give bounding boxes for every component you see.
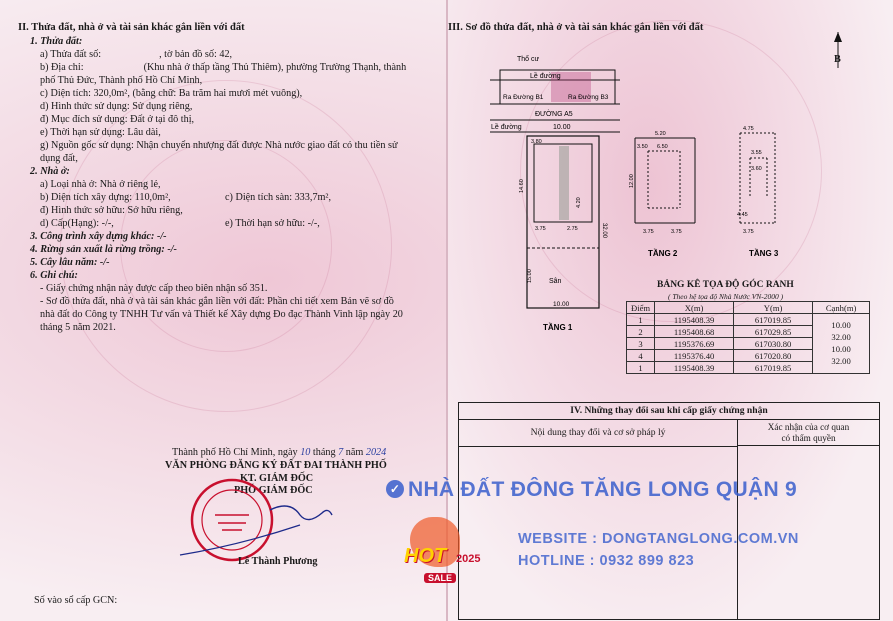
point-cell: 4 <box>627 350 655 362</box>
land-origin: g) Nguồn gốc sử dụng: Nhận chuyển nhượng đất được Nhà nước giao đất có thu tiền sử <box>40 140 398 151</box>
plan-dim-1500: 15.00 <box>527 269 533 283</box>
notes-heading: 6. Ghi chú: <box>30 270 78 281</box>
note-drawing: - Sơ đồ thửa đất, nhà ở và tài sản khác gắn liền với đất: Phần chi tiết xem Bản vẽ sơ đồ <box>40 296 394 307</box>
forest: 4. Rừng sản xuất là rừng trồng: -/- <box>30 244 177 255</box>
land-use-form: d) Hình thức sử dụng: Sử dụng riêng, <box>40 101 193 112</box>
table-header-row <box>627 302 870 314</box>
plan-dim-380: 3.80 <box>531 139 542 145</box>
land-heading: 1. Thửa đất: <box>30 36 83 47</box>
y-cell: 617030.80 <box>734 338 813 350</box>
y-cell: 617019.85 <box>734 314 813 326</box>
house-grade: d) Cấp(Hạng): -/-, <box>40 218 114 229</box>
x-cell: 1195408.39 <box>655 362 734 374</box>
plan-dim-375-t2: 3.75 <box>643 229 654 235</box>
land-plot-no: a) Thửa đất số: , tờ bản đồ số: 42, <box>40 49 233 60</box>
hot-text: HOT <box>404 545 447 567</box>
edge-value: 10.00 <box>831 320 851 330</box>
plan-width-top: 10.00 <box>553 124 571 131</box>
land-address: b) Địa chỉ: (Khu nhà ở thấp tầng Thủ Thiêm), phường Trường Thạnh, thành <box>40 62 407 73</box>
plan-width-bottom: 10.00 <box>553 301 570 308</box>
plan-san: Sân <box>549 278 562 285</box>
gcn-number: Số vào sổ cấp GCN: <box>34 595 118 606</box>
land-origin-cont: dụng đất, <box>40 153 78 164</box>
y-cell: 617019.85 <box>734 362 813 374</box>
changes-col-confirm <box>738 420 879 446</box>
land-use-purpose: đ) Mục đích sử dụng: Đất ở tại đô thị, <box>40 114 195 125</box>
hot-year: 2025 <box>456 553 481 565</box>
plan-thocu: Thổ cư <box>517 56 540 63</box>
brand-watermark: ✓ NHÀ ĐẤT ĐÔNG TĂNG LONG QUẬN 9 <box>386 478 797 502</box>
hotline-watermark: HOTLINE : 0932 899 823 <box>518 553 695 569</box>
plan-dim-420: 4.20 <box>576 197 582 208</box>
coordinate-table <box>626 301 870 374</box>
plan-le-duong-top: Lề đường <box>530 73 561 80</box>
x-cell: 1195376.40 <box>655 350 734 362</box>
plan-ra-b3: Ra Đường B3 <box>568 94 609 101</box>
land-address-cont: phố Thủ Đức, Thành phố Hồ Chí Minh, <box>40 75 203 86</box>
house-type: a) Loại nhà ở: Nhà ở riêng lẻ, <box>40 179 161 190</box>
website-watermark: WEBSITE : DONGTANGLONG.COM.VN <box>518 531 799 547</box>
note-drawing-date: tháng 5 năm 2021. <box>40 322 116 333</box>
plan-dim-355: 3.55 <box>751 150 762 156</box>
confirm-line-1: Xác nhận của cơ quan <box>767 422 850 432</box>
plan-duong-a5: ĐƯỜNG A5 <box>535 111 573 118</box>
check-icon: ✓ <box>386 480 404 498</box>
col-x: X(m) <box>655 302 734 314</box>
plan-ra-b1: Ra Đường B1 <box>503 94 544 101</box>
point-cell: 1 <box>627 362 655 374</box>
other-works: 3. Công trình xây dựng khác: -/- <box>30 231 167 242</box>
table-row <box>627 314 870 326</box>
edge-value: 32.00 <box>831 356 851 366</box>
plan-dim-445: 4.45 <box>737 212 748 218</box>
section-3-title: III. Sơ đồ thửa đất, nhà ở và tài sản khác gắn liền với đất <box>448 22 704 33</box>
land-area: c) Diện tích: 320,0m², (bằng chữ: Ba trăm hai mươi mét vuông), <box>40 88 303 99</box>
tang-2-label: TẦNG 2 <box>648 249 678 258</box>
house-build-area: b) Diện tích xây dựng: 110,0m², <box>40 192 171 203</box>
house-floor-area: c) Diện tích sàn: 333,7m², <box>225 192 332 203</box>
signer-name: Lê Thành Phương <box>238 556 318 567</box>
edge-cell <box>813 314 870 374</box>
note-receipt: - Giấy chứng nhận này được cấp theo biên nhận số 351. <box>40 283 268 294</box>
plan-dim-275: 2.75 <box>567 226 578 232</box>
plan-le-duong-bottom: Lề đường <box>491 124 522 131</box>
y-cell: 617020.80 <box>734 350 813 362</box>
hot-sale-badge <box>392 515 502 595</box>
section-4-title: IV. Những thay đổi sau khi cấp giấy chứng nhận <box>459 403 879 420</box>
col-edge: Cạnh(m) <box>813 302 870 314</box>
coord-subtitle: ( Theo hệ tọa độ Nhà Nước VN-2000 ) <box>668 292 784 301</box>
plan-dim-520: 5.20 <box>655 131 666 137</box>
vice-director: PHÓ GIÁM ĐỐC <box>234 485 313 496</box>
section-2-title: II. Thửa đất, nhà ở và tài sản khác gắn liền với đất <box>18 22 245 33</box>
y-cell: 617029.85 <box>734 326 813 338</box>
plan-dim-1460: 14.60 <box>519 179 525 193</box>
changes-box <box>458 402 880 620</box>
house-heading: 2. Nhà ở: <box>30 166 70 177</box>
x-cell: 1195408.68 <box>655 326 734 338</box>
edge-value: 32.00 <box>831 332 851 342</box>
kt-director: KT. GIÁM ĐỐC <box>240 473 314 484</box>
tang-3-label: TẦNG 3 <box>749 249 779 258</box>
issuing-office: VĂN PHÒNG ĐĂNG KÝ ĐẤT ĐAI THÀNH PHỐ <box>165 460 387 471</box>
note-drawing-cont: nhà đất do Công ty TNHH Tư vấn và Thiết kế Xây dựng Đo đạc Thành Vinh lập ngày 20 <box>40 309 403 320</box>
plan-dim-475: 4.75 <box>743 126 754 132</box>
land-use-term: e) Thời hạn sử dụng: Lâu dài, <box>40 127 161 138</box>
sale-tag: SALE <box>424 573 456 583</box>
issue-date: Thành phố Hồ Chí Minh, ngày 10 tháng 7 năm 2024 <box>172 447 387 458</box>
plan-dim-375-t1: 3.75 <box>535 226 546 232</box>
perennial-trees: 5. Cây lâu năm: -/- <box>30 257 110 268</box>
confirm-line-2: có thẩm quyền <box>781 433 836 443</box>
house-term: e) Thời hạn sở hữu: -/-, <box>225 218 320 229</box>
col-y: Y(m) <box>734 302 813 314</box>
plan-dim-375-t2b: 3.75 <box>671 229 682 235</box>
changes-col-content: Nội dung thay đổi và cơ sở pháp lý <box>459 420 738 447</box>
edge-value: 10.00 <box>831 344 851 354</box>
plan-dim-1200: 12.00 <box>629 174 635 188</box>
point-cell: 3 <box>627 338 655 350</box>
plan-dim-375-t3: 3.75 <box>743 229 754 235</box>
x-cell: 1195376.69 <box>655 338 734 350</box>
x-cell: 1195408.39 <box>655 314 734 326</box>
plan-depth: 32.00 <box>601 223 607 239</box>
plan-dim-350: 3.50 <box>637 144 648 150</box>
point-cell: 2 <box>627 326 655 338</box>
plan-dim-360: 3.60 <box>751 166 762 172</box>
house-ownership: đ) Hình thức sở hữu: Sở hữu riêng, <box>40 205 183 216</box>
point-cell: 1 <box>627 314 655 326</box>
tang-1-label: TẦNG 1 <box>543 323 573 332</box>
col-point: Điểm <box>627 302 655 314</box>
coord-title: BẢNG KÊ TỌA ĐỘ GÓC RANH <box>657 280 794 290</box>
north-label: B <box>834 54 841 65</box>
plan-dim-650: 6.50 <box>657 144 668 150</box>
